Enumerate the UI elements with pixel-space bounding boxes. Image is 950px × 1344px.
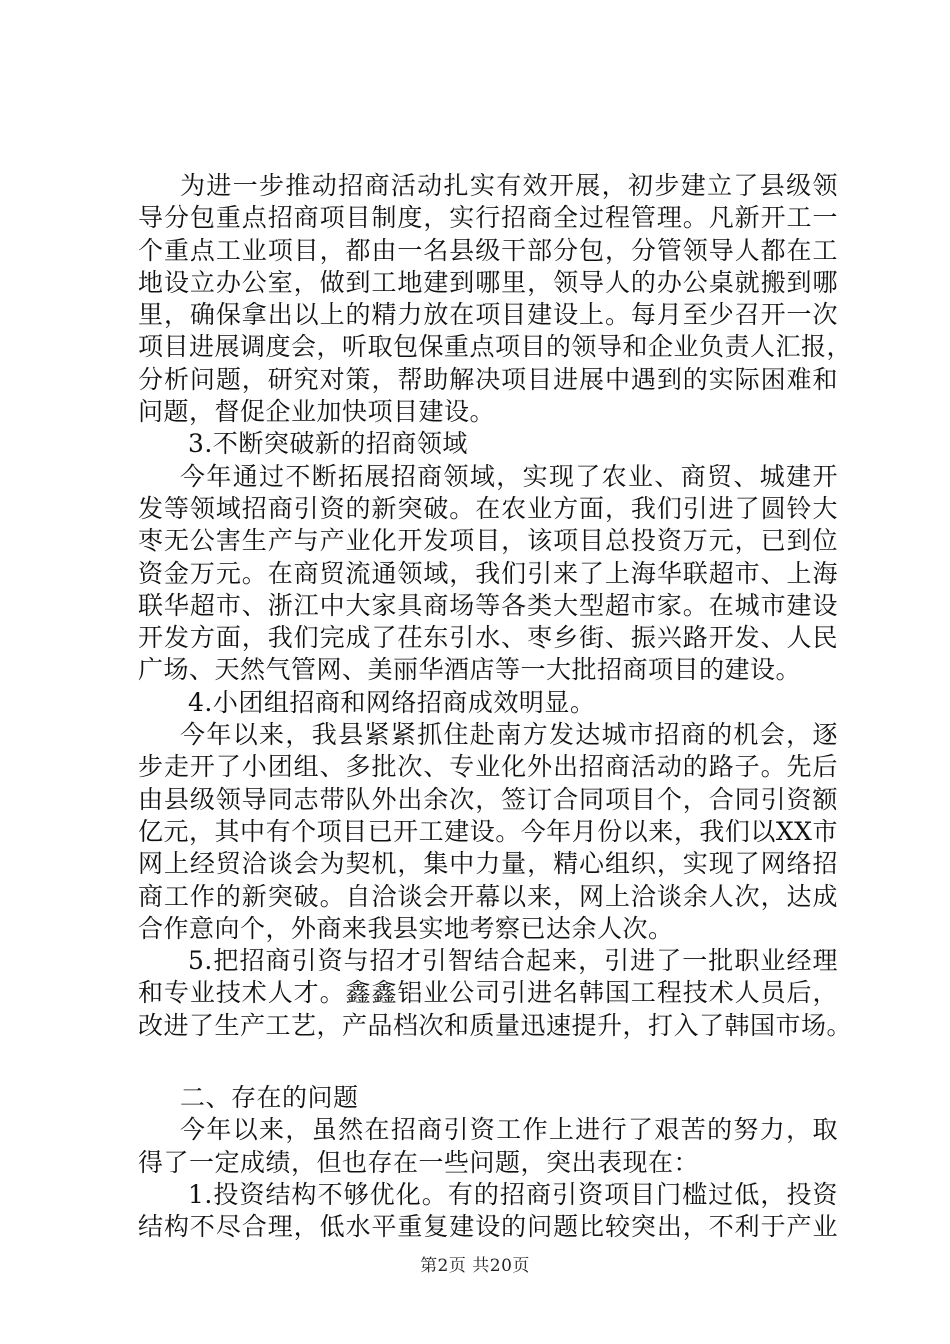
text-line: 为进一步推动招商活动扎实有效开展，初步建立了县级领 [180, 171, 838, 200]
text-line: 今年以来，虽然在招商引资工作上进行了艰苦的努力，取 [180, 1115, 838, 1145]
text-line: 和专业技术人才。鑫鑫铝业公司引进名韩国工程技术人员后， [138, 978, 838, 1008]
text-line: 网上经贸洽谈会为契机，集中力量，精心组织，实现了网络招 [138, 849, 838, 879]
text-line: 结构不尽合理，低水平重复建设的问题比较突出，不利于产业 [138, 1212, 838, 1242]
paragraph-network-investment [138, 719, 838, 945]
heading-4: 4.小团组招商和网络招商成效明显。 [188, 687, 596, 717]
text-line: 1.投资结构不够优化。有的招商引资项目门槛过低，投资 [188, 1179, 838, 1209]
text-line: 广场、天然气管网、美丽华酒店等一大批招商项目的建设。 [138, 655, 802, 685]
text-line: 项目进展调度会，听取包保重点项目的领导和企业负责人汇报， [138, 332, 853, 362]
text-line: 今年以来，我县紧紧抓住赴南方发达城市招商的机会，逐 [180, 720, 838, 750]
page-footer: 第2页 共20页 [420, 1256, 530, 1276]
text-line: 合作意向个，外商来我县实地考察已达余人次。 [138, 913, 674, 943]
text-line: 资金万元。在商贸流通领域，我们引来了上海华联超市、上海 [138, 558, 838, 588]
text-line: 发等领域招商引资的新突破。在农业方面，我们引进了圆铃大 [138, 493, 838, 523]
paragraph-new-fields [138, 461, 838, 687]
heading-3: 3.不断突破新的招商领域 [188, 429, 468, 459]
section-gap [138, 1042, 838, 1082]
text-line: 得了一定成绩，但也存在一些问题，突出表现在： [138, 1147, 700, 1177]
paragraph-project-management [138, 170, 853, 428]
text-line: 问题，督促企业加快项目建设。 [138, 397, 496, 427]
text-line: 开发方面，我们完成了茌东引水、枣乡街、振兴路开发、人民 [138, 623, 838, 653]
section-title: 二、存在的问题 [180, 1083, 359, 1113]
text-line: 里，确保拿出以上的精力放在项目建设上。每月至少召开一次 [138, 300, 838, 330]
text-line: 亿元，其中有个项目已开工建设。今年月份以来，我们以XX市 [138, 816, 838, 846]
text-line: 地设立办公室，做到工地建到哪里，领导人的办公桌就搬到哪 [138, 267, 838, 297]
text-line: 导分包重点招商项目制度，实行招商全过程管理。凡新开工一 [138, 203, 838, 233]
paragraph-talent [138, 945, 853, 1042]
text-line: 枣无公害生产与产业化开发项目，该项目总投资万元，已到位 [138, 526, 838, 556]
text-line: 分析问题，研究对策，帮助解决项目进展中遇到的实际困难和 [138, 364, 838, 394]
paragraph-problem-1 [138, 1179, 838, 1244]
text-line: 由县级领导同志带队外出余次，签订合同项目个，合同引资额 [138, 784, 838, 814]
text-line: 改进了生产工艺，产品档次和质量迅速提升，打入了韩国市场。 [138, 1010, 853, 1040]
text-line: 商工作的新突破。自洽谈会开幕以来，网上洽谈余人次，达成 [138, 881, 838, 911]
text-line: 联华超市、浙江中大家具商场等各类大型超市家。在城市建设 [138, 590, 838, 620]
paragraph-problems-intro [138, 1114, 838, 1179]
body-text [138, 170, 853, 1244]
text-line: 步走开了小团组、多批次、专业化外出招商活动的路子。先后 [138, 752, 838, 782]
text-line: 5.把招商引资与招才引智结合起来，引进了一批职业经理 [188, 946, 838, 976]
text-line: 个重点工业项目，都由一名县级干部分包，分管领导人都在工 [138, 235, 838, 265]
text-line: 今年通过不断拓展招商领域，实现了农业、商贸、城建开 [180, 461, 838, 491]
